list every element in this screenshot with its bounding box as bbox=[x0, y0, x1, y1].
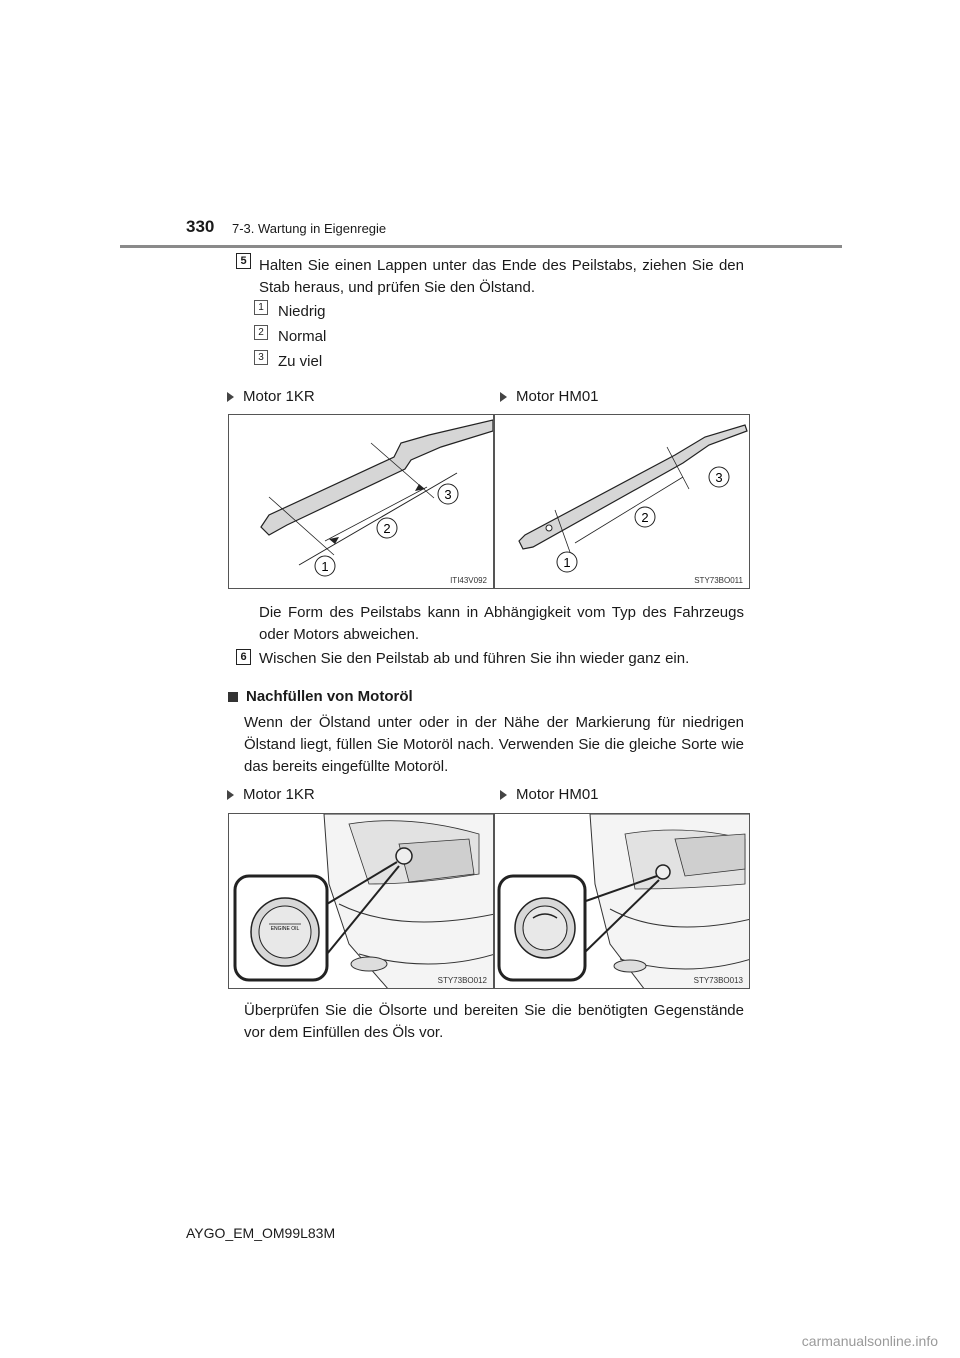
callout-2: 2 bbox=[641, 510, 649, 525]
dipstick-figure-1kr bbox=[228, 414, 494, 589]
check-oil-text: Überprüfen Sie die Ölsorte und bereiten Sie die benötigten Gegenstände vor dem Einfüllen des Öls vor. bbox=[244, 1002, 744, 1041]
step-5-badge: 5 bbox=[236, 253, 251, 269]
oil-cap-text: ENGINE OIL bbox=[270, 926, 300, 932]
triangle-bullet-icon bbox=[227, 790, 234, 800]
callout-3: 3 bbox=[444, 487, 452, 502]
watermark: carmanualsonline.info bbox=[801, 1333, 938, 1349]
page-number: 330 bbox=[186, 217, 215, 236]
level-1-badge: 1 bbox=[254, 300, 268, 315]
dipstick-figure-hm01 bbox=[494, 414, 750, 589]
triangle-bullet-icon bbox=[500, 392, 507, 402]
section-title: 7-3. Wartung in Eigenregie bbox=[232, 221, 387, 236]
oil-cap-figure-hm01 bbox=[494, 813, 750, 989]
level-2-badge: 2 bbox=[254, 325, 268, 340]
engine-bay-illustration bbox=[229, 814, 494, 989]
triangle-bullet-icon bbox=[500, 790, 507, 800]
callout-3: 3 bbox=[715, 470, 723, 485]
dipstick-illustration bbox=[229, 415, 494, 589]
level-2-label: Normal bbox=[278, 328, 327, 345]
document-code: AYGO_EM_OM99L83M bbox=[186, 1225, 336, 1241]
figure-code: STY73BO012 bbox=[437, 976, 487, 985]
callout-1: 1 bbox=[563, 555, 571, 570]
figure-code: STY73BO011 bbox=[694, 576, 743, 585]
refill-heading: Nachfüllen von Motoröl bbox=[228, 686, 413, 708]
figure-code: STY73BO013 bbox=[693, 976, 743, 985]
step-6-badge: 6 bbox=[236, 649, 251, 665]
refill-text: Wenn der Ölstand unter oder in der Nähe der Markierung für niedrigen Ölstand liegt, füllen Sie Motoröl nach. Verwenden Sie die gleiche Sorte wie das bereits eingefüllte Motoröl. bbox=[244, 714, 744, 775]
step-6-text: Wischen Sie den Peilstab ab und führen Sie ihn wieder ganz ein. bbox=[259, 650, 690, 667]
engine-label-1kr: Motor 1KR bbox=[227, 784, 315, 806]
engine-bay-illustration bbox=[495, 814, 750, 989]
oil-cap-figure-1kr bbox=[228, 813, 494, 989]
dipstick-illustration bbox=[495, 415, 750, 589]
level-3-label: Zu viel bbox=[278, 353, 323, 370]
dipstick-note: Die Form des Peilstabs kann in Abhängigkeit vom Typ des Fahrzeugs oder Motors abweichen. bbox=[259, 604, 744, 643]
step-5-text: Halten Sie einen Lappen unter das Ende des Peilstabs, ziehen Sie den Stab heraus, und prüfen Sie den Ölstand. bbox=[259, 257, 744, 296]
header-divider bbox=[120, 245, 842, 248]
triangle-bullet-icon bbox=[227, 392, 234, 402]
engine-label-hm01: Motor HM01 bbox=[500, 386, 599, 408]
figure-code: ITI43V092 bbox=[450, 576, 487, 585]
engine-label-hm01: Motor HM01 bbox=[500, 784, 599, 806]
level-1-label: Niedrig bbox=[278, 303, 326, 320]
square-bullet-icon bbox=[228, 692, 238, 702]
callout-1: 1 bbox=[321, 559, 329, 574]
level-3-badge: 3 bbox=[254, 350, 268, 365]
callout-2: 2 bbox=[383, 521, 391, 536]
engine-label-1kr: Motor 1KR bbox=[227, 386, 315, 408]
